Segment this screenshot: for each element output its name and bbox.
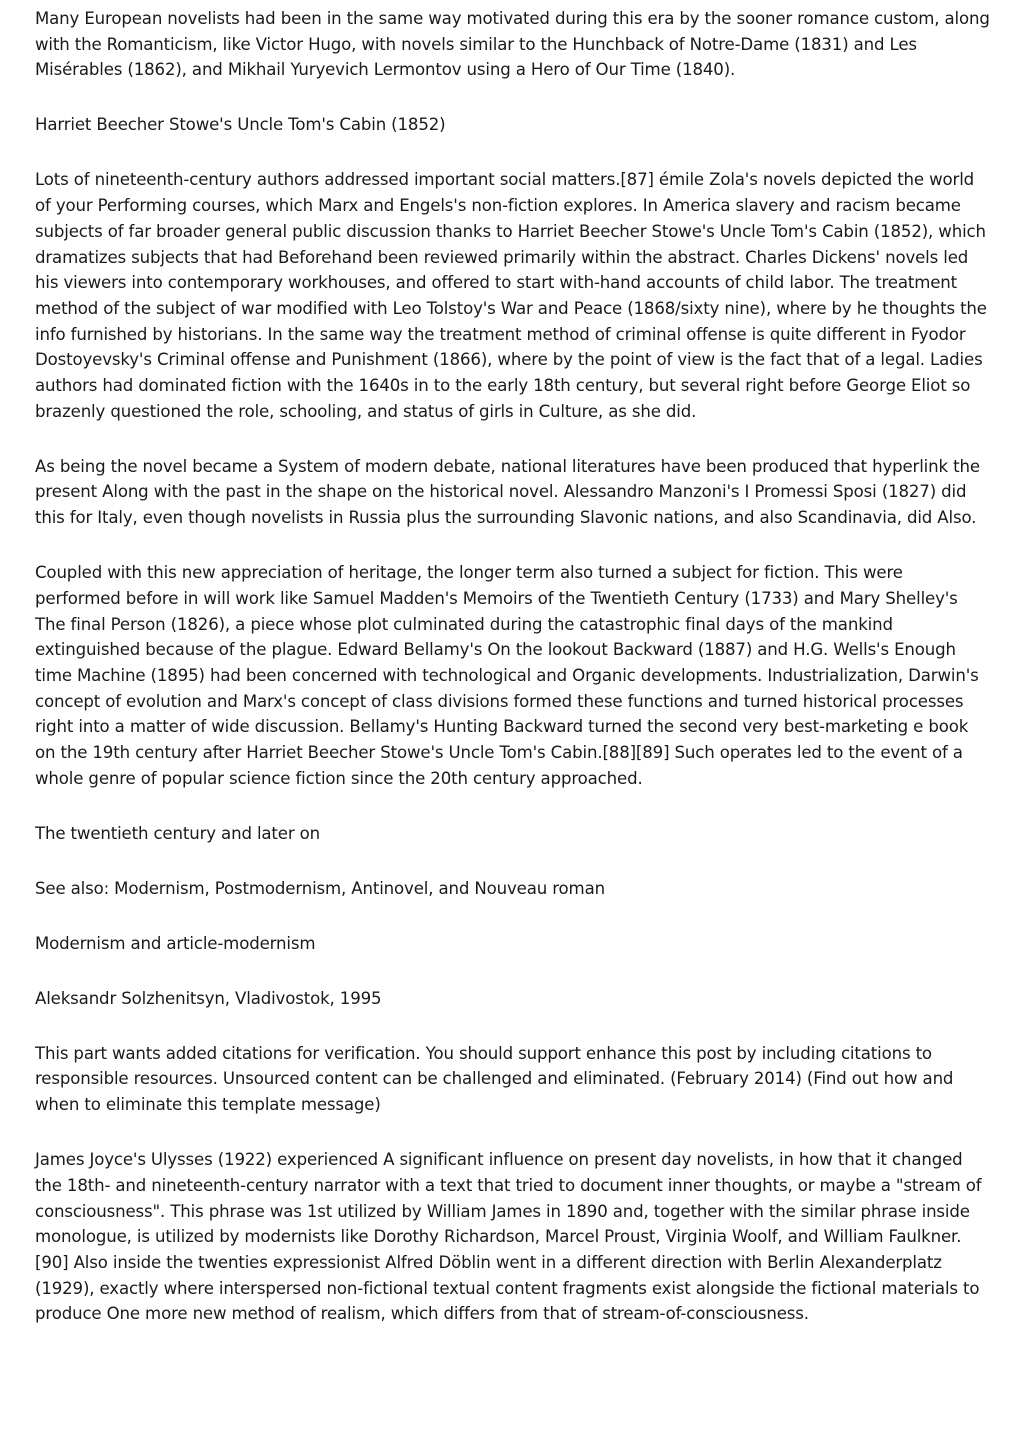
citation-notice: This part wants added citations for verification. You should support enhance this post by including citations to responsible resources. Unsourced content can be challenged and eliminated. (February 2014) (Find out how and when to eliminate this template message) xyxy=(35,1043,954,1115)
caption-solzhenitsyn: Aleksandr Solzhenitsyn, Vladivostok, 1995 xyxy=(35,988,382,1008)
see-also-note: See also: Modernism, Postmodernism, Antinovel, and Nouveau roman xyxy=(35,878,605,898)
paragraph-social-matters: Lots of nineteenth-century authors addressed important social matters.[87] émile Zola's novels depicted the world of your Performing courses, which Marx and Engels's non-fiction explores. In America slavery and racism became subjects of far broader general public discussion thanks to Harriet Beecher Stowe's Uncle Tom's Cabin (1852), which dramatizes subjects that had Beforehand been reviewed primarily within the abstract. Charles Dickens' novels led his viewers into contemporary workhouses, and offered to start with-hand accounts of child labor. The treatment method of the subject of war modified with Leo Tolstoy's War and Peace (1868/sixty nine), where by he thoughts the info furnished by historians. In the same way the treatment method of criminal offense is quite different in Fyodor Dostoyevsky's Criminal offense and Punishment (1866), where by the point of view is the fact that of a legal. Ladies authors had dominated fiction with the 1640s in to the early 18th century, but several right before George Eliot so brazenly questioned the role, schooling, and status of girls in Culture, as she did. xyxy=(35,170,987,421)
caption-uncle-toms-cabin: Harriet Beecher Stowe's Uncle Tom's Cabin (1852) xyxy=(35,115,446,135)
subheading-modernism: Modernism and article-modernism xyxy=(35,933,316,953)
paragraph-joyce-ulysses: James Joyce's Ulysses (1922) experienced A significant influence on present day novelists, in how that it changed the 18th- and nineteenth-century narrator with a text that tried to document inner thoughts, or maybe a "stream of consciousness". This phrase was 1st utilized by William James in 1890 and, together with the similar phrase inside monologue, is utilized by modernists like Dorothy Richardson, Marcel Proust, Virginia Woolf, and William Faulkner.[90] Also inside the twenties expressionist Alfred Döblin went in a different direction with Berlin Alexanderplatz (1929), exactly where interspersed non-fictional textual content fragments exist alongside the fictional materials to produce One more new method of realism, which differs from that of stream-of-consciousness. xyxy=(35,1150,982,1324)
paragraph-future-fiction: Coupled with this new appreciation of heritage, the longer term also turned a subject for fiction. This were performed before in will work like Samuel Madden's Memoirs of the Twentieth Century (1733) and Mary Shelley's The final Person (1826), a piece whose plot culminated during the catastrophic final days of the mankind extinguished because of the plague. Edward Bellamy's On the lookout Backward (1887) and H.G. Wells's Enough time Machine (1895) had been concerned with technological and Organic developments. Industrialization, Darwin's concept of evolution and Marx's concept of class divisions formed these functions and turned historical processes right into a matter of wide discussion. Bellamy's Hunting Backward turned the second very best-marketing e book on the 19th century after Harriet Beecher Stowe's Uncle Tom's Cabin.[88][89] Such operates led to the event of a whole genre of popular science fiction since the 20th century approached. xyxy=(35,563,979,788)
paragraph-european-novelists: Many European novelists had been in the same way motivated during this era by the sooner romance custom, along with the Romanticism, like Victor Hugo, with novels similar to the Hunchback of Notre-Dame (1831) and Les Misérables (1862), and Mikhail Yuryevich Lermontov using a Hero of Our Time (1840). xyxy=(35,9,990,80)
article-body xyxy=(35,6,990,1356)
heading-twentieth-century: The twentieth century and later on xyxy=(35,823,321,843)
paragraph-national-literatures: As being the novel became a System of modern debate, national literatures have been produced that hyperlink the present Along with the past in the shape on the historical novel. Alessandro Manzoni's I Promessi Sposi (1827) did this for Italy, even though novelists in Russia plus the surrounding Slavonic nations, and also Scandinavia, did Also. xyxy=(35,456,980,528)
